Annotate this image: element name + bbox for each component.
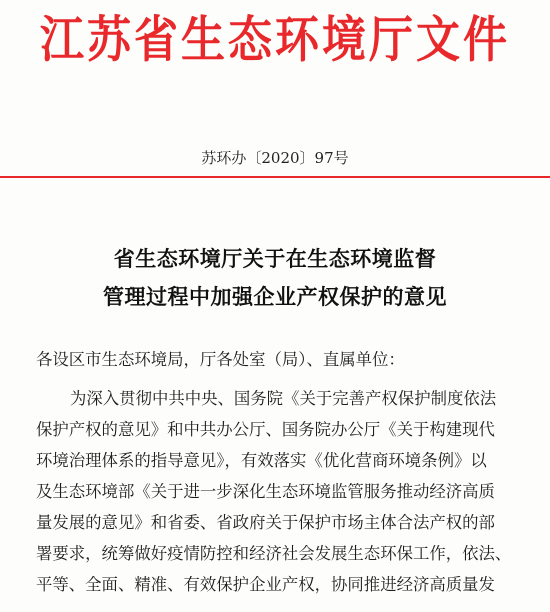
document-title-line-1: 省生态环境厅关于在生态环境监督	[113, 247, 437, 271]
body-line: 平等、全面、精准、有效保护企业产权，协同推进经济高质量发	[36, 575, 495, 594]
body-line: 署要求，统筹做好疫情防控和经济社会发展生态环保工作，依法、	[36, 544, 512, 563]
red-divider-rule	[0, 176, 550, 178]
salutation: 各设区市生态环境局，厅各处室（局）、直属单位：	[36, 350, 405, 369]
body-line: 环境治理体系的指导意见》，有效落实《优化营商环境条例》以	[36, 451, 487, 470]
body-line: 为深入贯彻中共中央、国务院《关于完善产权保护制度依法	[70, 389, 497, 408]
body-line: 量发展的意见》和省委、省政府关于保护市场主体合法产权的部	[36, 513, 495, 532]
body-line: 及生态环境部《关于进一步深化生态环境监管服务推动经济高质	[36, 482, 495, 501]
document-number: 苏环办〔2020〕97号	[201, 149, 349, 167]
document-title-line-2: 管理过程中加强企业产权保护的意见	[103, 285, 447, 309]
document-header-title: 江苏省生态环境厅文件	[40, 11, 510, 70]
body-line: 保护产权的意见》和中共办公厅、国务院办公厅《关于构建现代	[36, 420, 495, 439]
